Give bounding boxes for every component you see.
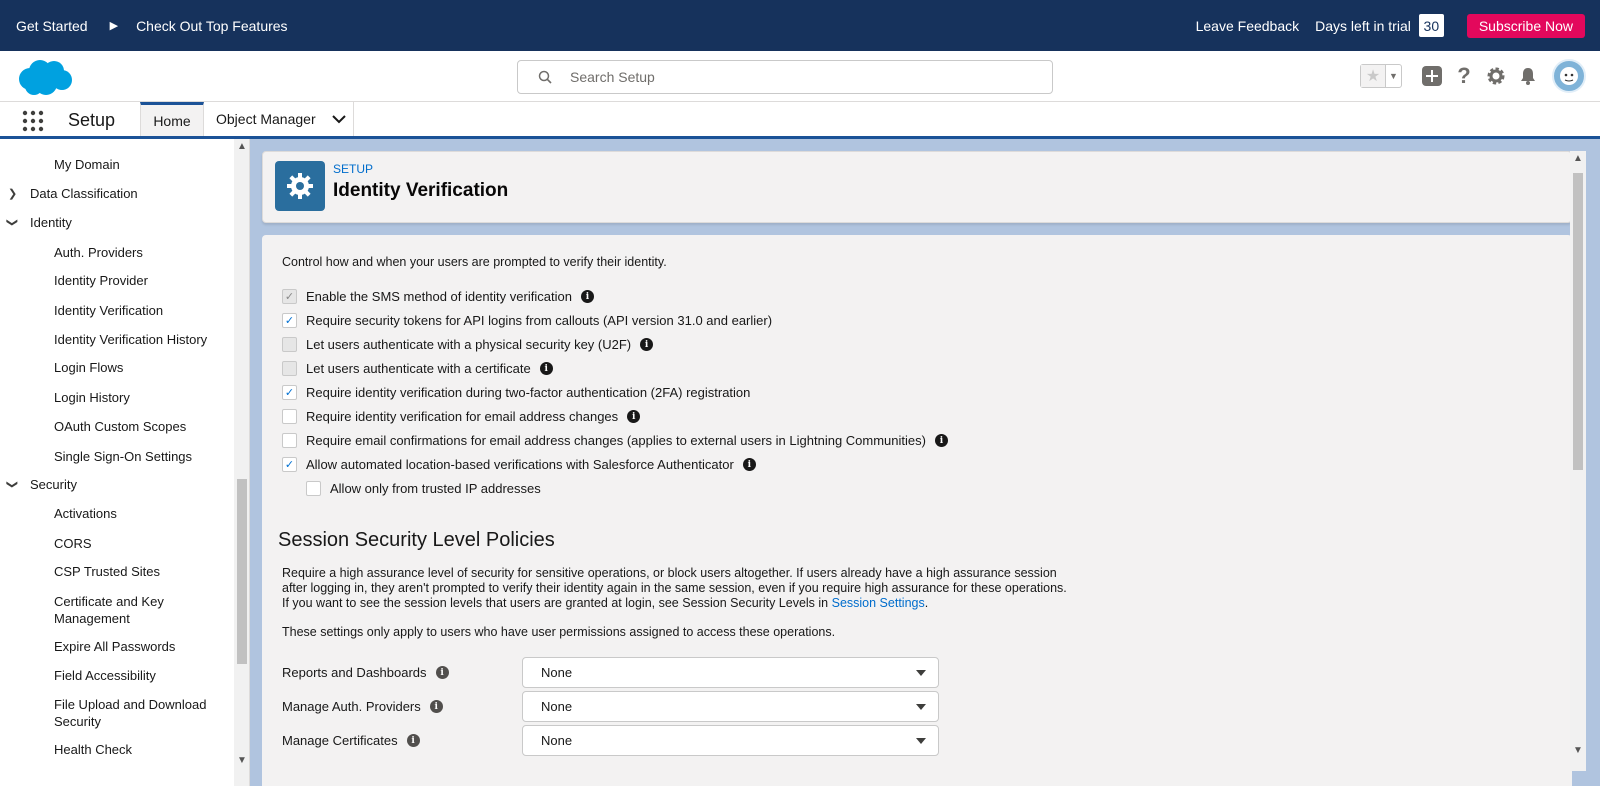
sidebar-item-my-domain[interactable] (54, 157, 120, 172)
sidebar-item-single-sign-on-settings[interactable] (54, 449, 192, 464)
tab-home-label: Home (153, 112, 191, 129)
option-2fa-registration (282, 385, 750, 400)
user-avatar[interactable] (1552, 59, 1586, 93)
option-certificate-auth (282, 361, 553, 376)
sidebar-scrollbar[interactable] (234, 139, 250, 786)
info-icon[interactable]: i (640, 338, 653, 351)
section-note: These settings only apply to users who have user permissions assigned to access these operations. (282, 625, 836, 639)
sidebar-item-login-history[interactable] (54, 390, 130, 405)
scroll-down-icon[interactable]: ▼ (237, 755, 247, 766)
sidebar-item-label: Auth. Providers (54, 245, 143, 260)
dropdown-caret-icon (916, 738, 926, 744)
checkbox[interactable] (282, 433, 297, 448)
sidebar-item-login-flows[interactable] (54, 360, 123, 375)
sidebar-item-csp-trusted-sites[interactable] (54, 564, 160, 579)
policy-row-manage-certificates (282, 725, 939, 756)
tab-home[interactable] (140, 102, 204, 136)
option-u2f-key (282, 337, 653, 352)
help-icon[interactable]: ? (1457, 63, 1471, 88)
sidebar-item-field-accessibility[interactable] (54, 668, 156, 683)
page-eyebrow: SETUP (333, 162, 374, 176)
tab-object-manager-label: Object Manager (216, 111, 316, 127)
info-icon[interactable]: i (743, 458, 756, 471)
salesforce-cloud-logo[interactable] (16, 57, 74, 97)
info-icon[interactable]: i (540, 362, 553, 375)
option-location-verifications (282, 457, 756, 472)
sidebar-item-label: Identity Provider (54, 273, 148, 288)
get-started-link[interactable]: Get Started (16, 17, 88, 34)
info-icon[interactable]: i (407, 734, 420, 747)
checkbox[interactable]: ✓ (282, 385, 297, 400)
identity-settings-card (262, 235, 1572, 786)
sidebar-item-identity-verification-history[interactable] (54, 332, 207, 347)
sidebar-item-label: Activations (54, 506, 117, 521)
chevron-down-icon[interactable] (332, 114, 346, 124)
option-label: Let users authenticate with a certificate (306, 361, 531, 376)
option-label: Allow automated location-based verifications with Salesforce Authenticator (306, 457, 734, 472)
setup-sidebar-tree (0, 139, 250, 786)
sidebar-item-health-check[interactable] (54, 742, 132, 757)
option-label: Require security tokens for API logins from callouts (API version 31.0 and earlier) (306, 313, 773, 328)
top-features-link[interactable]: Check Out Top Features (136, 17, 288, 34)
checkbox: ✓ (282, 289, 297, 304)
sidebar-item-label: Identity Verification History (54, 332, 208, 347)
scroll-up-icon[interactable]: ▲ (1573, 153, 1583, 164)
content-scrollbar-thumb[interactable] (1573, 173, 1583, 470)
info-icon[interactable]: i (627, 410, 640, 423)
dropdown-caret-icon (916, 670, 926, 676)
scroll-up-icon[interactable]: ▲ (237, 141, 247, 152)
search-icon (538, 70, 552, 84)
policy-select-value: None (541, 665, 573, 680)
gear-icon[interactable] (1480, 66, 1512, 86)
checkbox[interactable]: ✓ (282, 313, 297, 328)
favorites-dropdown-icon[interactable]: ▼ (1385, 65, 1401, 87)
dropdown-caret-icon (916, 704, 926, 710)
favorites-group[interactable] (1360, 64, 1402, 88)
app-navigation-bar (0, 102, 1600, 139)
policy-select-value: None (541, 733, 573, 748)
checkbox (282, 337, 297, 352)
days-left-count: 30 (1419, 14, 1444, 37)
search-input[interactable] (570, 69, 1010, 85)
policy-row-manage-auth-providers (282, 691, 939, 722)
info-icon[interactable]: i (935, 434, 948, 447)
sidebar-item-data-classification[interactable] (8, 186, 138, 201)
notifications-bell-icon[interactable] (1512, 66, 1544, 86)
sidebar-item-label: File Upload and Download Security (54, 697, 207, 729)
option-label: Require email confirmations for email address changes (applies to external users in Lightning Communities) (306, 433, 926, 448)
checkbox (282, 361, 297, 376)
sidebar-item-cors[interactable] (54, 536, 92, 551)
chevron-right-icon[interactable]: ❯ (8, 188, 18, 200)
option-label: Allow only from trusted IP addresses (330, 481, 541, 496)
sidebar-item-label: CORS (54, 536, 92, 551)
policy-label: Manage Certificates (282, 733, 398, 748)
checkbox[interactable] (282, 409, 297, 424)
sidebar-item-label: Expire All Passwords (54, 639, 176, 654)
content-scrollbar[interactable] (1570, 151, 1586, 771)
main-content (250, 139, 1600, 786)
info-icon[interactable]: i (436, 666, 449, 679)
info-icon[interactable]: i (430, 700, 443, 713)
checkbox[interactable]: ✓ (282, 457, 297, 472)
subscribe-button[interactable]: Subscribe Now (1467, 14, 1585, 38)
sidebar-item-file-upload-and-download-security[interactable] (54, 696, 219, 730)
sidebar-item-activations[interactable] (54, 506, 117, 521)
sidebar-item-label: Login History (54, 390, 130, 405)
app-name: Setup (68, 110, 116, 130)
policy-label: Reports and Dashboards (282, 665, 427, 680)
option-label: Let users authenticate with a physical security key (U2F) (306, 337, 632, 352)
global-actions-icon[interactable] (1416, 65, 1448, 87)
sidebar-item-label: Data Classification (30, 186, 138, 201)
policy-row-reports-dashboards (282, 657, 939, 688)
page-header (262, 151, 1572, 223)
page-title: Identity Verification (333, 180, 509, 201)
option-email-change-verification (282, 409, 640, 424)
option-label: Require identity verification for email address changes (306, 409, 619, 424)
sidebar-item-label: CSP Trusted Sites (54, 564, 160, 579)
sidebar-item-certificate-and-key-management[interactable] (54, 593, 219, 627)
sidebar-item-partial (54, 139, 58, 146)
option-trusted-ip-only (306, 481, 541, 496)
policy-select-value: None (541, 699, 573, 714)
trial-banner (0, 0, 1600, 51)
policy-select[interactable] (522, 657, 939, 688)
info-icon[interactable]: i (581, 290, 594, 303)
policy-select[interactable] (522, 725, 939, 756)
section-title: Session Security Level Policies (278, 529, 555, 551)
sidebar-item-label: Security (30, 477, 77, 492)
sidebar-item-label: Certificate and Key Management (54, 594, 164, 626)
sidebar-item-oauth-custom-scopes[interactable] (54, 419, 186, 434)
chevron-down-icon[interactable]: ❯ (6, 479, 19, 490)
checkbox[interactable] (306, 481, 321, 496)
sidebar-item-identity-provider[interactable] (54, 273, 148, 288)
option-security-tokens-api (282, 313, 772, 328)
sidebar-item-expire-all-passwords[interactable] (54, 639, 175, 654)
policy-select[interactable] (522, 691, 939, 722)
sidebar-item-identity[interactable] (6, 215, 72, 230)
sidebar-item-identity-verification[interactable] (54, 303, 163, 318)
session-settings-link[interactable]: Session Settings (831, 596, 925, 610)
option-sms-verification (282, 289, 594, 304)
section-description-end: . (924, 596, 929, 610)
sidebar-item-label: Identity Verification (54, 303, 164, 318)
sidebar-item-label: Health Check (54, 742, 133, 757)
tab-object-manager[interactable] (204, 102, 354, 136)
leave-feedback-link[interactable]: Leave Feedback (1195, 17, 1300, 34)
section-description (282, 566, 1072, 611)
chevron-down-icon[interactable]: ❯ (6, 217, 19, 228)
sidebar-item-security[interactable] (6, 477, 77, 492)
sidebar-item-label: OAuth Custom Scopes (54, 419, 187, 434)
sidebar-item-auth-providers[interactable] (54, 245, 143, 260)
sidebar-item-label: Field Accessibility (54, 668, 156, 683)
sidebar-item-label: Identity (30, 215, 72, 230)
intro-text: Control how and when your users are prompted to verify their identity. (282, 255, 667, 269)
option-label: Require identity verification during two-factor authentication (2FA) registration (306, 385, 751, 400)
option-label: Enable the SMS method of identity verification (306, 289, 572, 304)
section-description-text: Require a high assurance level of security for sensitive operations, or block users altogether. If users already have a high assurance session after logging in, they aren't prompted to verify their identity again in the same session, even if you require high assurance for these operations. If you want to see the session levels that users are granted at login, see Session Security Levels in (282, 566, 1067, 610)
sidebar-item-label: My Domain (54, 157, 120, 172)
sidebar-item-label: Login Flows (54, 360, 124, 375)
sidebar-item-label: Single Sign-On Settings (54, 449, 193, 464)
days-left-label: Days left in trial (1315, 17, 1411, 34)
star-icon[interactable]: ★ (1361, 65, 1385, 87)
option-email-confirmations (282, 433, 948, 448)
play-arrow-icon: ▶ (109, 20, 119, 32)
scroll-down-icon[interactable]: ▼ (1573, 745, 1583, 756)
policy-label: Manage Auth. Providers (282, 699, 421, 714)
search-box[interactable] (517, 60, 1053, 94)
setup-gear-icon (275, 161, 325, 211)
sidebar-scrollbar-thumb[interactable] (237, 479, 247, 664)
app-launcher-icon[interactable] (22, 110, 44, 132)
global-header (0, 51, 1600, 102)
